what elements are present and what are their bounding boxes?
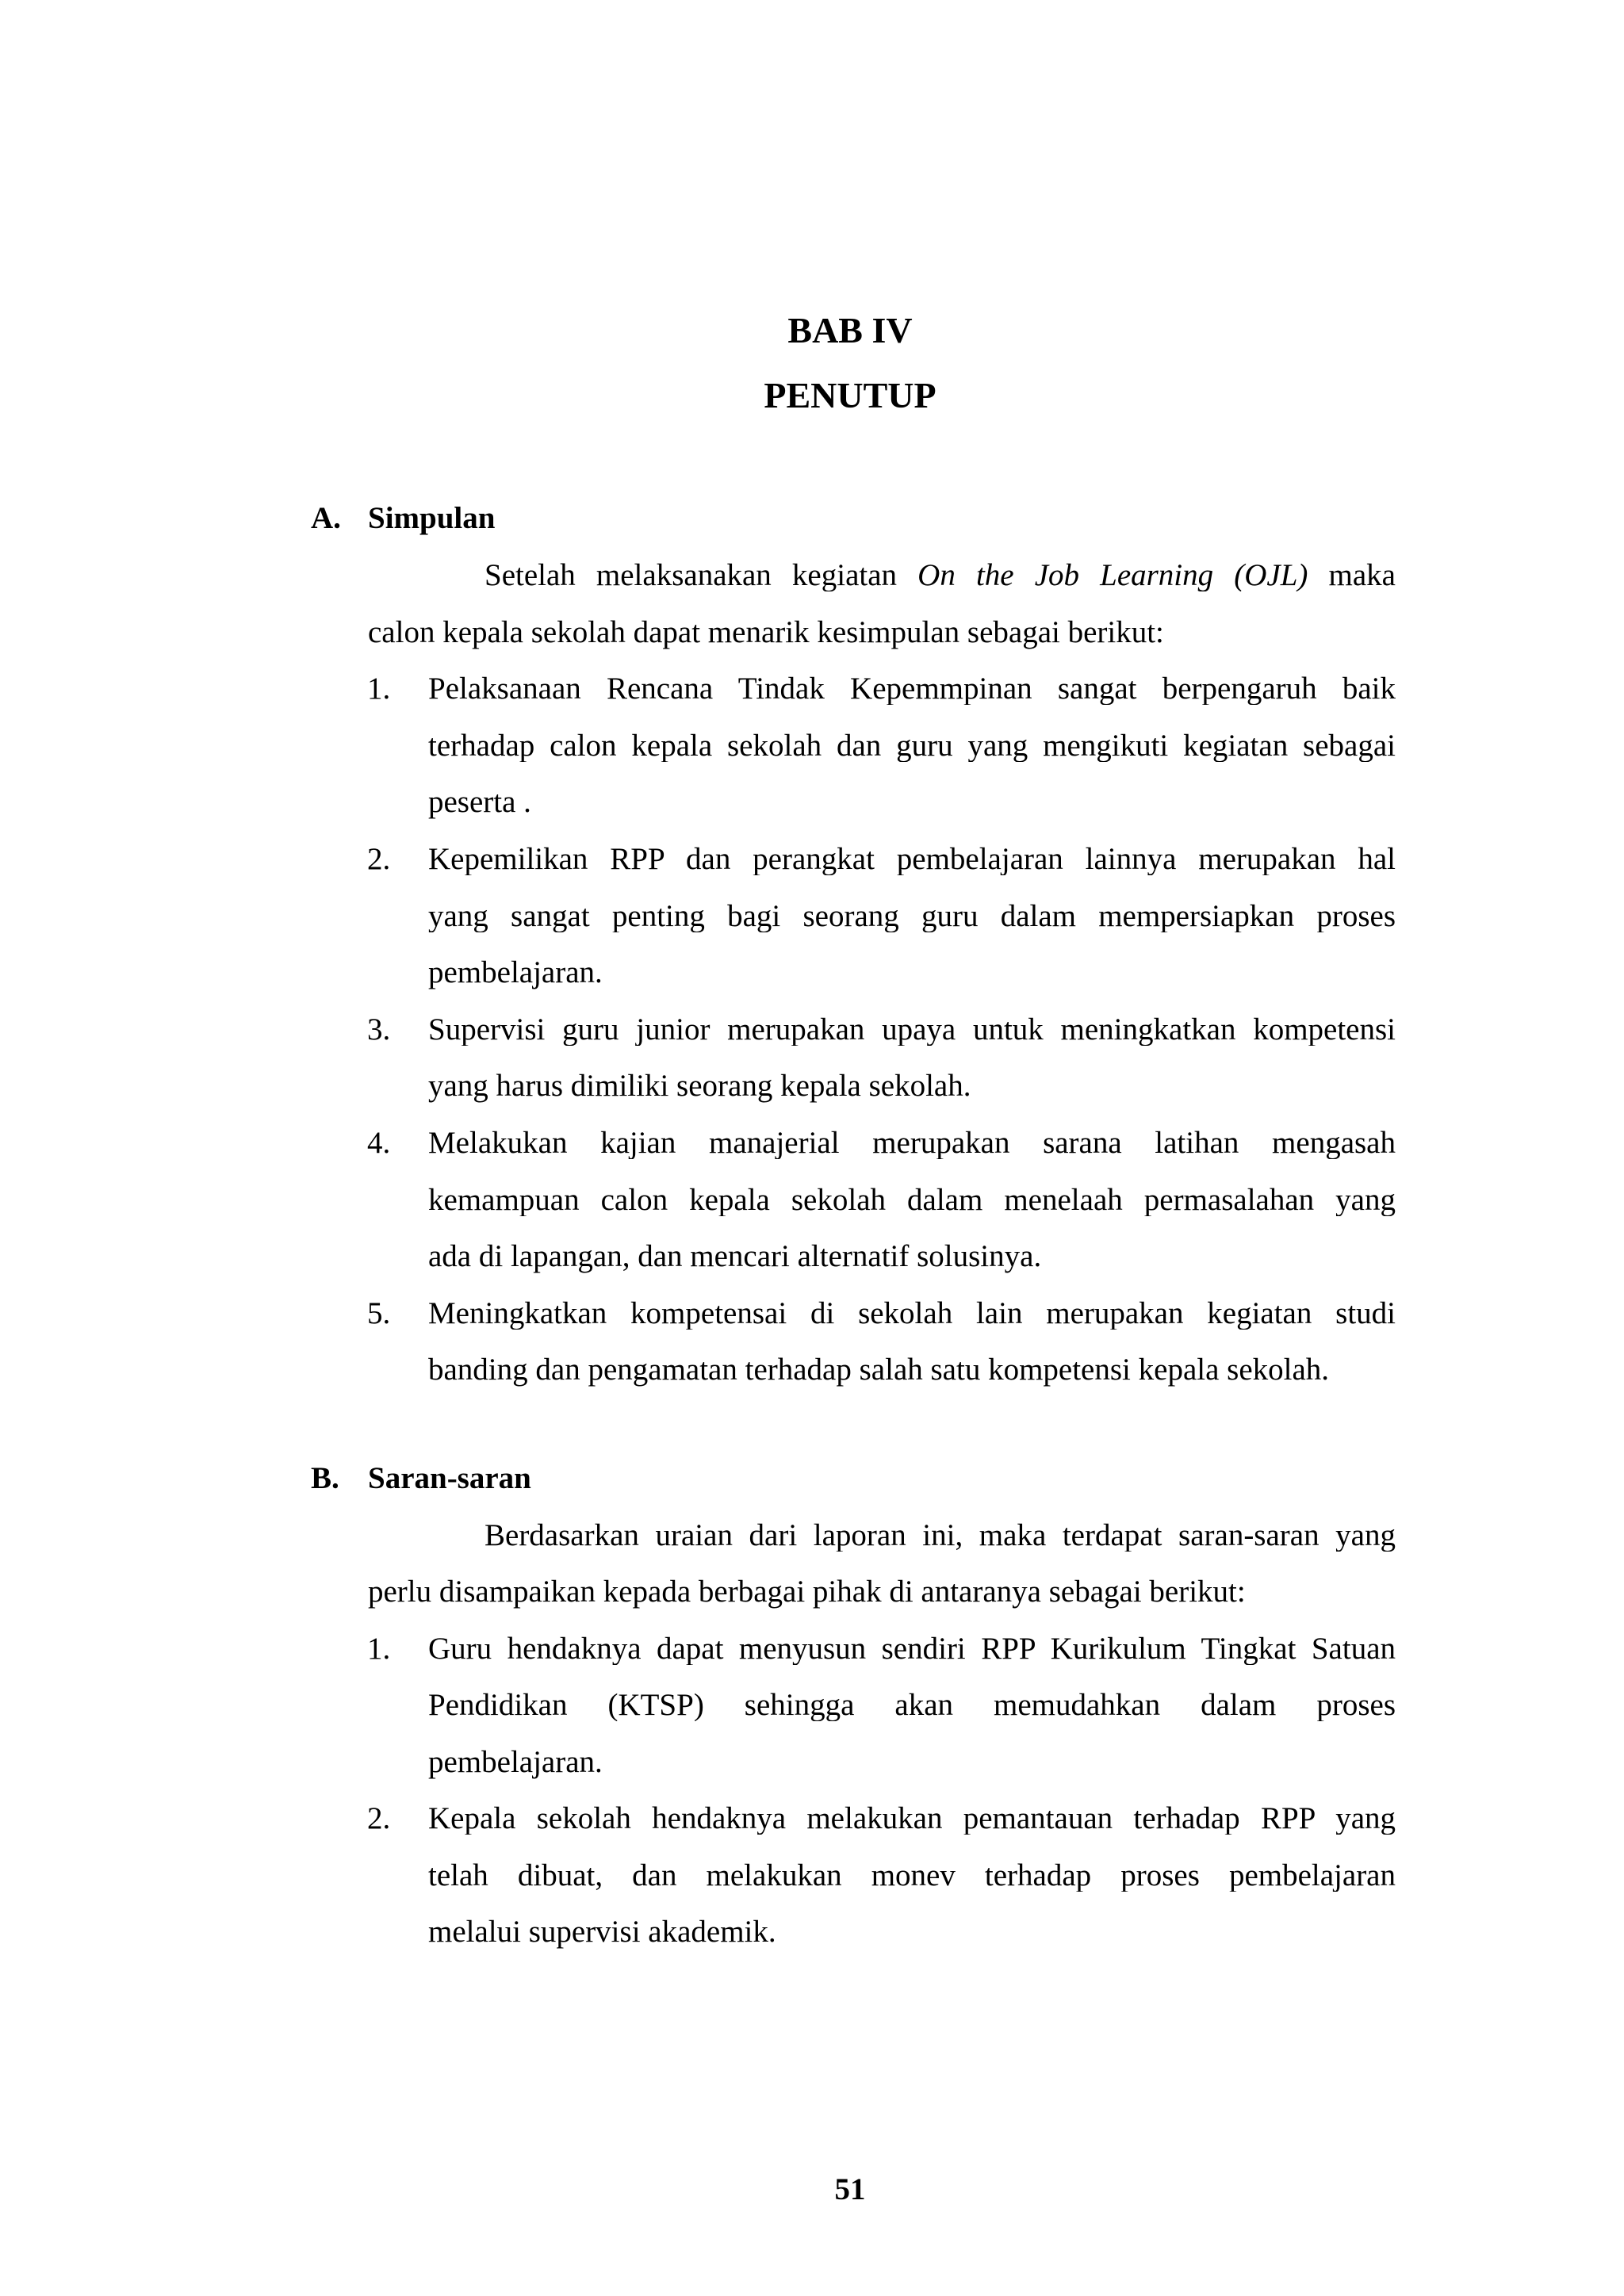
list-number: 5. <box>367 1296 391 1330</box>
list-number: 2. <box>367 842 391 876</box>
list-item-line: Supervisi guru junior merupakan upaya untuk meningkatkan kompetensi <box>428 1014 1396 1046</box>
list-number: 3. <box>367 1012 391 1047</box>
section-heading-simpulan <box>311 503 495 534</box>
list-number: 2. <box>367 1801 391 1835</box>
list-item-line: telah dibuat, dan melakukan monev terhadap proses pembelajaran <box>428 1860 1396 1892</box>
list-item-line: melalui supervisi akademik. <box>428 1915 776 1949</box>
intro-italic-term: On the Job Learning (OJL) <box>917 560 1308 591</box>
paragraph-line: Berdasarkan uraian dari laporan ini, maka terdapat saran-saran yang <box>485 1520 1396 1552</box>
list-item-line: pembelajaran. <box>428 1745 603 1779</box>
section-letter: A. <box>311 501 341 535</box>
list-item-line: ada di lapangan, dan mencari alternatif solusinya. <box>428 1239 1042 1273</box>
list-item-line: Kepemilikan RPP dan perangkat pembelajaran lainnya merupakan hal <box>428 844 1396 875</box>
intro-text: maka <box>1328 560 1396 591</box>
list-item-line: yang harus dimiliki seorang kepala sekolah. <box>428 1069 971 1103</box>
chapter-number: BAB IV <box>787 310 913 350</box>
list-number: 1. <box>367 672 391 706</box>
list-item-line: Pendidikan (KTSP) sehingga akan memudahkan dalam proses <box>428 1689 1396 1721</box>
list-item-line: terhadap calon kepala sekolah dan guru yang mengikuti kegiatan sebagai <box>428 730 1396 762</box>
list-item-line: Melakukan kajian manajerial merupakan sarana latihan mengasah <box>428 1127 1396 1159</box>
list-item-line: Guru hendaknya dapat menyusun sendiri RPP Kurikulum Tingkat Satuan <box>428 1633 1396 1665</box>
page-number: 51 <box>834 2172 866 2206</box>
list-number: 4. <box>367 1126 391 1160</box>
list-item-line: pembelajaran. <box>428 955 603 989</box>
list-item-line: Meningkatkan kompetensai di sekolah lain merupakan kegiatan studi <box>428 1298 1396 1330</box>
list-item-line: kemampuan calon kepala sekolah dalam menelaah permasalahan yang <box>428 1184 1396 1216</box>
list-item-line: banding dan pengamatan terhadap salah satu kompetensi kepala sekolah. <box>428 1353 1330 1387</box>
list-item-line: Kepala sekolah hendaknya melakukan pemantauan terhadap RPP yang <box>428 1803 1396 1835</box>
section-letter: B. <box>311 1461 339 1495</box>
section-title: Saran-saran <box>368 1461 531 1495</box>
chapter-title: PENUTUP <box>764 375 936 415</box>
paragraph-line <box>485 560 1396 591</box>
list-number: 1. <box>367 1632 391 1666</box>
list-item-line: Pelaksanaan Rencana Tindak Kepemmpinan sangat berpengaruh baik <box>428 673 1396 705</box>
list-item-line: peserta . <box>428 785 531 819</box>
paragraph-line: perlu disampaikan kepada berbagai pihak di antaranya sebagai berikut: <box>368 1575 1246 1609</box>
paragraph-line: calon kepala sekolah dapat menarik kesimpulan sebagai berikut: <box>368 615 1164 649</box>
list-item-line: yang sangat penting bagi seorang guru dalam mempersiapkan proses <box>428 901 1396 932</box>
section-heading-saran <box>311 1463 531 1494</box>
section-title: Simpulan <box>368 501 496 535</box>
intro-text: Setelah melaksanakan kegiatan <box>485 560 898 591</box>
